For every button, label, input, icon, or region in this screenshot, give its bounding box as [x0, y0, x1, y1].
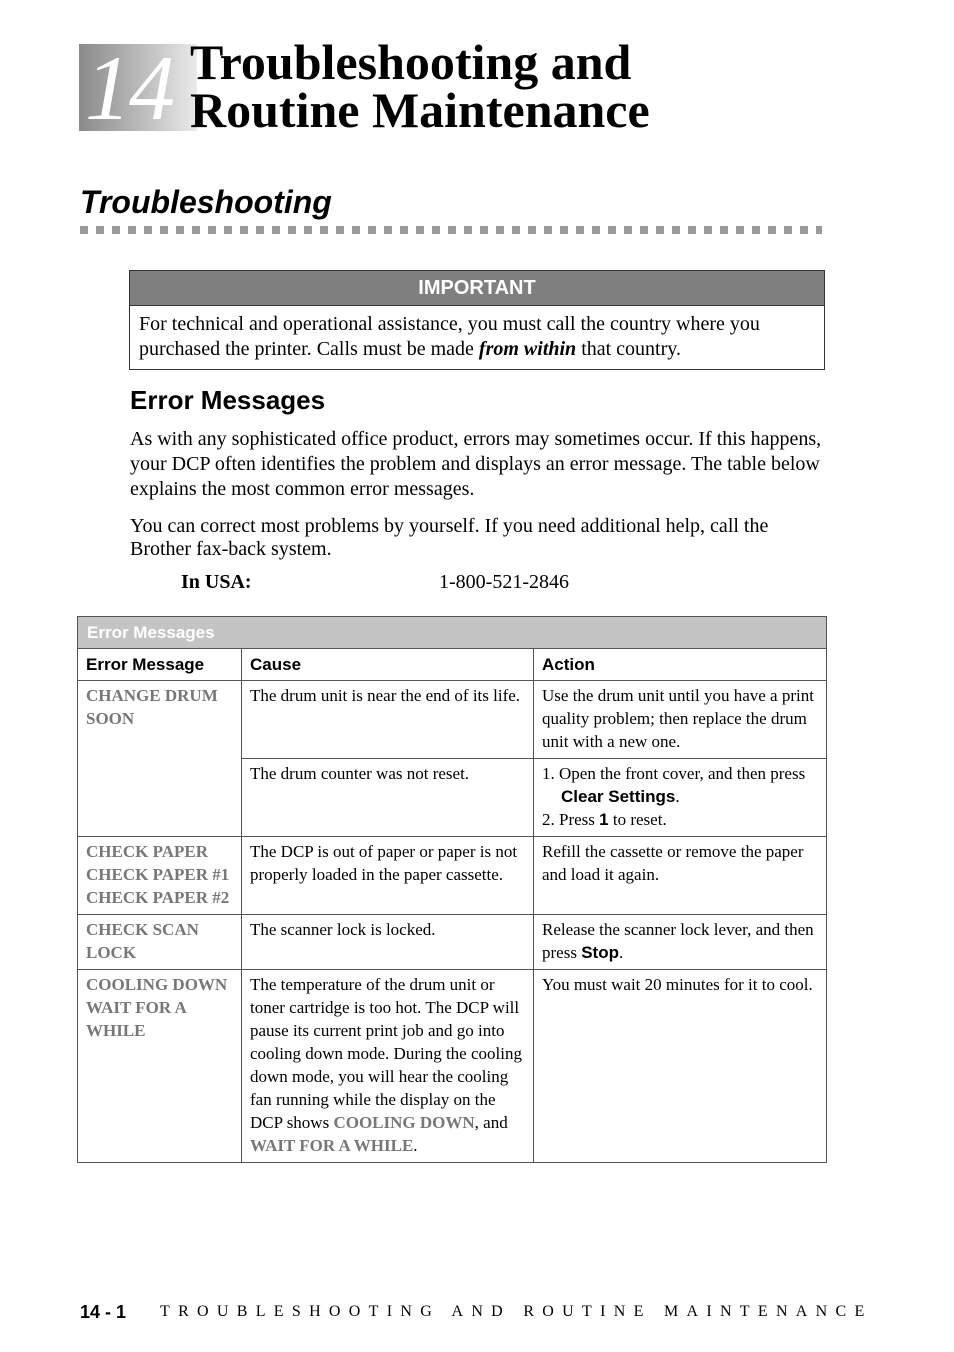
running-title: TROUBLESHOOTING AND ROUTINE MAINTENANCE: [160, 1303, 873, 1320]
one-key: 1: [599, 810, 609, 829]
chapter-number: 14: [85, 44, 173, 131]
intro-paragraph: As with any sophisticated office product, errors may sometimes occur. If this happens, your DCP often identifies the problem and displays an error message. The table below explains the most common error messages.: [130, 428, 822, 500]
chapter-title-line1: Troubleshooting and: [190, 34, 632, 90]
action-cell: You must wait 20 minutes for it to cool.: [534, 970, 827, 1163]
chapter-title: [190, 34, 650, 138]
cause-cell: The DCP is out of paper or paper is not properly loaded in the paper cassette.: [242, 837, 534, 915]
important-heading: IMPORTANT: [130, 271, 824, 306]
table-caption: Error Messages: [78, 617, 827, 649]
cause-cell: The drum unit is near the end of its life.: [242, 681, 534, 759]
important-emphasis: from within: [478, 338, 577, 360]
inline-error-message: WAIT FOR A WHILE: [250, 1136, 414, 1155]
table-row: [78, 915, 827, 970]
action-step: 1. Open the front cover, and then press Clear Settings.: [542, 764, 806, 806]
error-message-cell: CHECK PAPER CHECK PAPER #1 CHECK PAPER #2: [78, 837, 242, 915]
page-footer: [80, 1300, 873, 1324]
important-notice: [129, 270, 825, 370]
error-message-cell: COOLING DOWN WAIT FOR A WHILE: [78, 970, 242, 1163]
chapter-title-line2: Routine Maintenance: [190, 82, 650, 138]
table-row: [78, 970, 827, 1163]
table-header-row: [78, 649, 827, 681]
action-cell: [534, 759, 827, 837]
section-divider: [80, 226, 822, 234]
error-messages-heading: Error Messages: [130, 385, 326, 415]
stop-key: Stop: [581, 943, 619, 962]
page-number: 14 - 1: [80, 1302, 127, 1322]
column-header-error-message: Error Message: [78, 649, 242, 681]
column-header-cause: Cause: [242, 649, 534, 681]
table-caption-row: [78, 617, 827, 649]
column-header-action: Action: [534, 649, 827, 681]
action-cell: Use the drum unit until you have a print quality problem; then replace the drum unit with a new one.: [534, 681, 827, 759]
contact-phone-number: 1-800-521-2846: [439, 571, 569, 593]
important-text: For technical and operational assistance, you must call the country where you purchased the printer. Calls must be made from within that country.: [139, 313, 760, 360]
error-message-cell: CHECK SCAN LOCK: [78, 915, 242, 970]
chapter-number-badge: [79, 44, 197, 131]
inline-error-message: COOLING DOWN: [333, 1113, 475, 1132]
cause-cell: The drum counter was not reset.: [242, 759, 534, 837]
action-cell: Refill the cassette or remove the paper and load it again.: [534, 837, 827, 915]
table-row: [78, 681, 827, 759]
action-cell: Release the scanner lock lever, and then press Stop.: [534, 915, 827, 970]
action-step: 2. Press 1 to reset.: [542, 810, 667, 829]
clear-settings-key: Clear Settings: [561, 787, 676, 806]
help-paragraph: You can correct most problems by yourself. If you need additional help, call the Brother fax-back system.: [130, 515, 769, 560]
table-row: [78, 837, 827, 915]
error-messages-table: [77, 616, 827, 1163]
contact-label: In USA:: [181, 571, 252, 593]
action-steps: [542, 762, 818, 831]
cause-cell: The scanner lock is locked.: [242, 915, 534, 970]
cause-cell: The temperature of the drum unit or toner cartridge is too hot. The DCP will pause its current print job and go into cooling down mode. During the cooling down mode, you will hear the cooling fan running while the display on the DCP shows COOLING DOWN, and WAIT FOR A WHILE.: [242, 970, 534, 1163]
error-message-cell: CHANGE DRUM SOON: [78, 681, 242, 837]
section-title: Troubleshooting: [80, 184, 332, 220]
